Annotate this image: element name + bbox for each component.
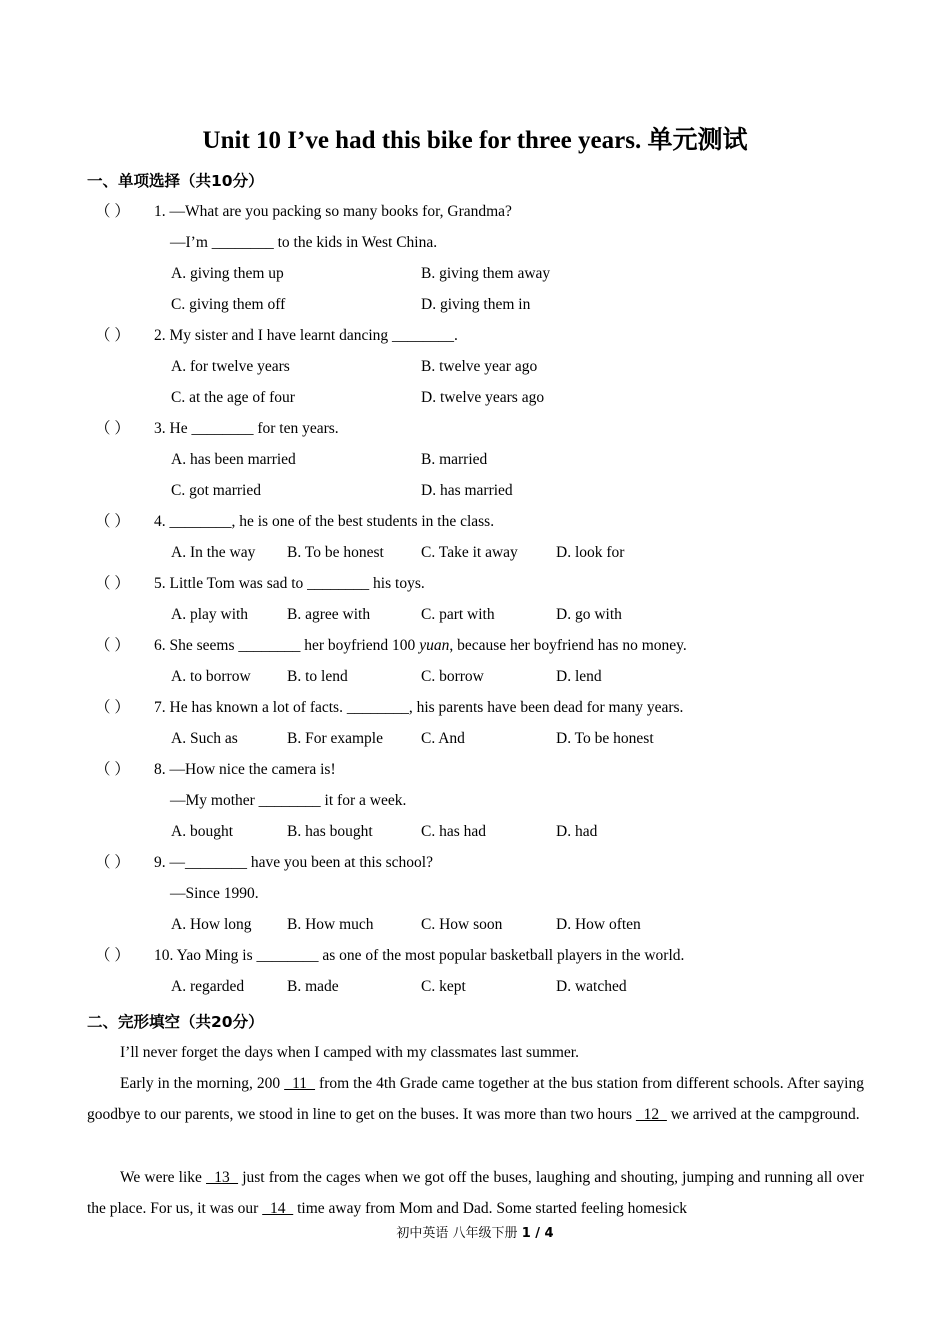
section-heading-multiple-choice: 一、单项选择（共10分） <box>87 172 264 190</box>
option-a: A. Such as <box>171 730 238 747</box>
option-d: D. How often <box>556 916 641 933</box>
paragraph-text: from the 4th Grade came together at the bus station from different schools. After saying goodbye to our parents, we stood in line to get on the buses. It was more than two hours <box>87 1075 864 1123</box>
option-a: A. bought <box>171 823 233 840</box>
answer-paren: （ ） <box>95 420 130 437</box>
option-b: B. To be honest <box>287 544 384 561</box>
question-sub-line: —Since 1990. <box>170 885 259 902</box>
paragraph-text: just from the cages when we got off the buses, laughing and shouting, jumping and running all over the place. For us, it was our <box>87 1169 865 1217</box>
option-a: A. How long <box>171 916 252 933</box>
option-c: C. Take it away <box>421 544 518 561</box>
answer-paren: （ ） <box>95 513 130 530</box>
question-sub-line: —I’m ________ to the kids in West China. <box>170 234 438 251</box>
footer-text: 初中英语 八年级下册 <box>396 1226 522 1241</box>
option-d: D. To be honest <box>556 730 654 747</box>
paragraph-text: Early in the morning, 200 <box>120 1075 285 1092</box>
paragraph-text: We were like <box>120 1169 207 1186</box>
question-stem: 9. —________ have you been at this school? <box>154 854 433 871</box>
question-sub-line: —My mother ________ it for a week. <box>170 792 407 809</box>
question-stem: 7. He has known a lot of facts. ________, his parents have been dead for many years. <box>154 699 684 716</box>
cloze-blank-13: 13 <box>206 1169 239 1186</box>
option-b: B. twelve year ago <box>421 358 538 375</box>
option-d: D. watched <box>556 978 627 995</box>
answer-paren: （ ） <box>95 575 130 592</box>
option-a: A. giving them up <box>171 265 284 282</box>
cloze-blank-11: 11 <box>284 1075 316 1092</box>
option-c: C. borrow <box>421 668 484 685</box>
option-c: C. has had <box>421 823 487 840</box>
option-a: A. for twelve years <box>171 358 290 375</box>
option-b: B. For example <box>287 730 383 747</box>
option-a: A. In the way <box>171 544 256 561</box>
option-b: B. to lend <box>287 668 348 685</box>
option-b: B. made <box>287 978 339 995</box>
option-d: D. has married <box>421 482 513 499</box>
answer-paren: （ ） <box>95 327 130 344</box>
answer-paren: （ ） <box>95 637 130 654</box>
option-a: A. play with <box>171 606 249 623</box>
cloze-paragraph-3 <box>87 1162 864 1224</box>
option-a: A. to borrow <box>171 668 251 685</box>
question-stem: 2. My sister and I have learnt dancing ________. <box>154 327 458 344</box>
question-stem <box>154 635 687 657</box>
question-stem: 1. —What are you packing so many books for, Grandma? <box>154 203 512 220</box>
option-c: C. kept <box>421 978 466 995</box>
option-c: C. giving them off <box>171 296 286 313</box>
paragraph-text: time away from Mom and Dad. Some started feeling homesick <box>293 1200 688 1217</box>
option-b: B. married <box>421 451 488 468</box>
option-d: D. lend <box>556 668 602 685</box>
question-stem: 8. —How nice the camera is! <box>154 761 336 778</box>
option-a: A. has been married <box>171 451 296 468</box>
page-title: Unit 10 I’ve had this bike for three years. 单元测试 <box>202 127 748 154</box>
question-stem: 5. Little Tom was sad to ________ his toys. <box>154 575 425 592</box>
section-heading-cloze: 二、完形填空（共20分） <box>87 1013 264 1031</box>
option-c: C. got married <box>171 482 261 499</box>
answer-paren: （ ） <box>95 854 130 871</box>
option-c: C. How soon <box>421 916 503 933</box>
question-stem: 3. He ________ for ten years. <box>154 420 339 437</box>
cloze-blank-14: 14 <box>262 1200 294 1217</box>
question-stem: 10. Yao Ming is ________ as one of the most popular basketball players in the world. <box>154 947 685 964</box>
answer-paren: （ ） <box>95 699 130 716</box>
cloze-paragraph-2 <box>87 1068 864 1130</box>
answer-paren: （ ） <box>95 761 130 778</box>
page-number: 1 / 4 <box>521 1226 554 1241</box>
paragraph-text: we arrived at the campground. <box>666 1106 860 1123</box>
option-c: C. part with <box>421 606 495 623</box>
option-d: D. giving them in <box>421 296 531 313</box>
stem-italic-word: yuan <box>419 637 450 654</box>
option-b: B. How much <box>287 916 374 933</box>
option-b: B. giving them away <box>421 265 551 282</box>
option-b: B. has bought <box>287 823 373 840</box>
option-d: D. go with <box>556 606 622 623</box>
option-c: C. at the age of four <box>171 389 295 406</box>
page-footer <box>0 1225 950 1243</box>
stem-text: 6. She seems ________ her boyfriend 100 <box>154 637 420 654</box>
option-a: A. regarded <box>171 978 245 995</box>
option-d: D. had <box>556 823 598 840</box>
option-d: D. twelve years ago <box>421 389 545 406</box>
option-b: B. agree with <box>287 606 371 623</box>
cloze-blank-12: 12 <box>635 1106 667 1123</box>
cloze-paragraph-1: I’ll never forget the days when I camped with my classmates last summer. <box>120 1044 579 1061</box>
option-c: C. And <box>421 730 465 747</box>
answer-paren: （ ） <box>95 947 130 964</box>
answer-paren: （ ） <box>95 203 130 220</box>
question-stem: 4. ________, he is one of the best students in the class. <box>154 513 495 530</box>
stem-text: , because her boyfriend has no money. <box>449 637 687 654</box>
option-d: D. look for <box>556 544 625 561</box>
